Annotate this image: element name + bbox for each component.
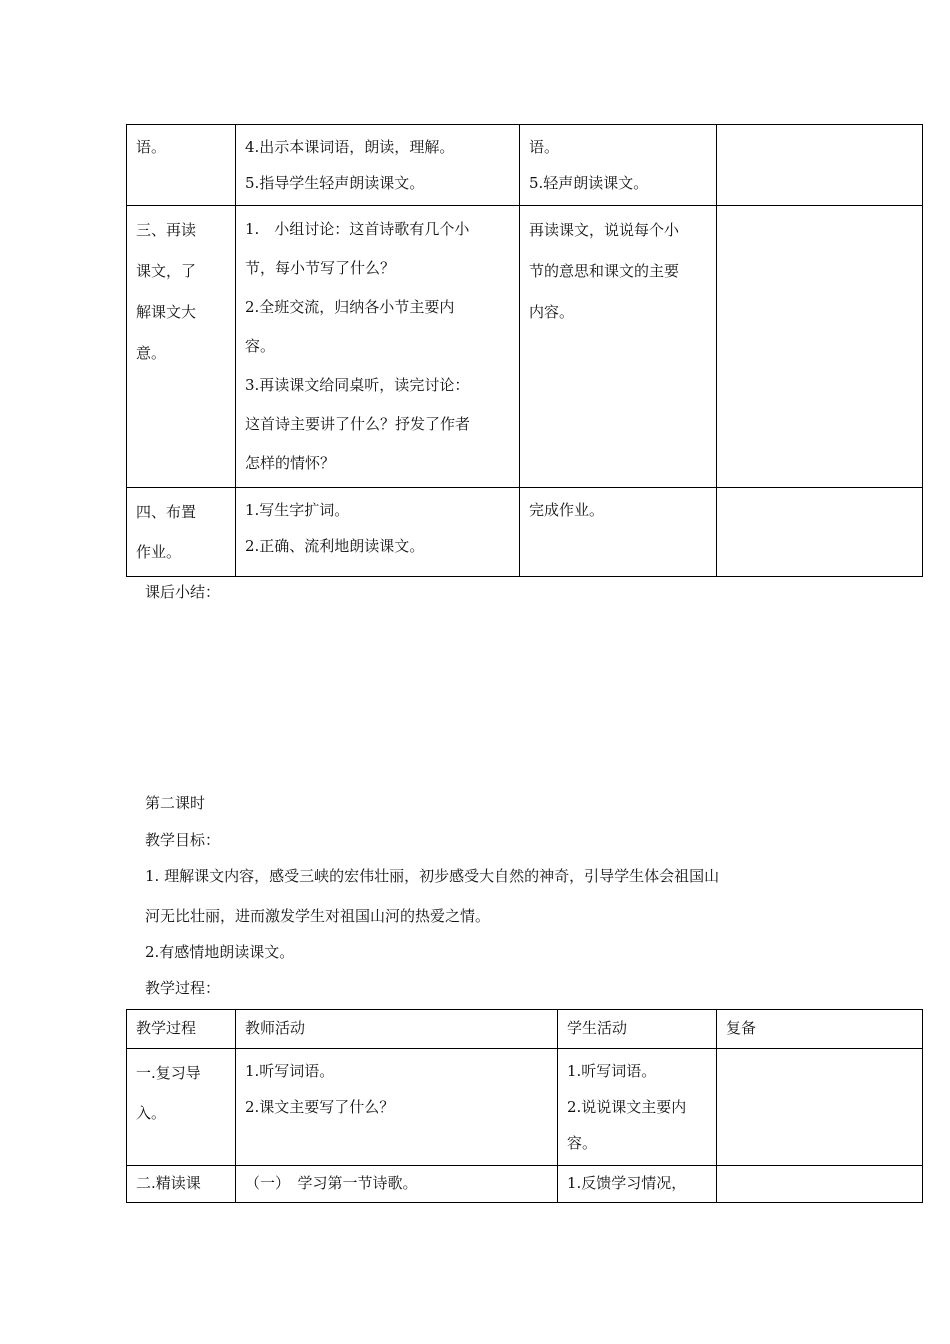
cell-text: 5.指导学生轻声朗读课文。 [245,174,425,192]
cell-text: 意。 [136,344,167,362]
teacher-activity-cell [236,488,520,577]
table-row [127,206,923,488]
cell-text: 2.课文主要写了什么？ [245,1098,395,1116]
cell-text: 语。 [529,138,560,156]
cell-text: 入。 [136,1104,167,1122]
cell-text: 作业。 [136,543,182,561]
teacher-activity-cell [236,125,520,206]
header-cell: 教师活动 [236,1010,558,1049]
cell-text: 5.轻声朗读课文。 [529,174,649,192]
notes-cell [717,488,923,577]
process-cell [127,206,236,488]
cell-text: 容。 [245,337,276,355]
cell-text: （一） 学习第一节诗歌。 [245,1174,418,1192]
cell-text: 完成作业。 [529,501,605,519]
notes-cell [717,1166,923,1203]
header-cell: 学生活动 [558,1010,717,1049]
student-activity-cell [520,206,717,488]
cell-text: 4.出示本课词语，朗读，理解。 [245,138,455,156]
student-activity-cell [558,1049,717,1166]
cell-text: 容。 [567,1134,598,1152]
cell-text: 1.听写词语。 [567,1062,657,1080]
header-cell: 复备 [717,1010,923,1049]
cell-text: 三、再读 [136,221,197,239]
cell-text: 四、布置 [136,503,197,521]
student-activity-cell [520,125,717,206]
table-row [127,488,923,577]
notes-cell [717,125,923,206]
student-activity-cell [558,1166,717,1203]
cell-text: 这首诗主要讲了什么？抒发了作者 [245,415,471,433]
cell-text: 解课文大 [136,303,197,321]
cell-text: 1. 小组讨论：这首诗歌有几个小 [245,220,470,238]
cell-text: 一.复习导 [136,1064,201,1082]
cell-text: 内容。 [529,303,575,321]
table-row [127,1166,923,1203]
cell-text: 怎样的情怀？ [245,454,336,472]
cell-text: 再读课文，说说每个小 [529,221,680,239]
cell-text: 2.正确、流利地朗读课文。 [245,537,425,555]
table-row [127,1049,923,1166]
student-activity-cell [520,488,717,577]
cell-text: 1.反馈学习情况， [567,1174,687,1192]
teacher-activity-cell [236,1166,558,1203]
goal-1-line-1: 1. 理解课文内容，感受三峡的宏伟壮丽，初步感受大自然的神奇，引导学生体会祖国山 [145,867,720,885]
process-cell [127,1049,236,1166]
cell-text: 节的意思和课文的主要 [529,262,680,280]
cell-text: 语。 [136,138,167,156]
process-cell [127,125,236,206]
notes-cell [717,206,923,488]
lesson-title: 第二课时 [145,794,206,812]
lesson-plan-table-2 [126,1009,923,1203]
process-cell [127,488,236,577]
cell-text: 2.说说课文主要内 [567,1098,687,1116]
teaching-goals-label: 教学目标： [145,831,221,849]
cell-text: 节，每小节写了什么？ [245,259,396,277]
teacher-activity-cell [236,1049,558,1166]
process-cell [127,1166,236,1203]
teaching-process-label: 教学过程： [145,979,221,997]
goal-1-line-2: 河无比壮丽，进而激发学生对祖国山河的热爱之情。 [145,907,491,925]
cell-text: 课文，了 [136,262,197,280]
lesson-plan-table-1 [126,124,923,577]
cell-text: 二.精读课 [136,1174,201,1192]
cell-text: 2.全班交流，归纳各小节主要内 [245,298,455,316]
header-cell: 教学过程 [127,1010,236,1049]
after-class-summary-label: 课后小结： [145,583,221,601]
teacher-activity-cell [236,206,520,488]
cell-text: 3.再读课文给同桌听，读完讨论： [245,376,470,394]
table-header-row [127,1010,923,1049]
goal-2: 2.有感情地朗读课文。 [145,943,295,961]
cell-text: 1.听写词语。 [245,1062,335,1080]
table-row [127,125,923,206]
cell-text: 1.写生字扩词。 [245,501,350,519]
notes-cell [717,1049,923,1166]
